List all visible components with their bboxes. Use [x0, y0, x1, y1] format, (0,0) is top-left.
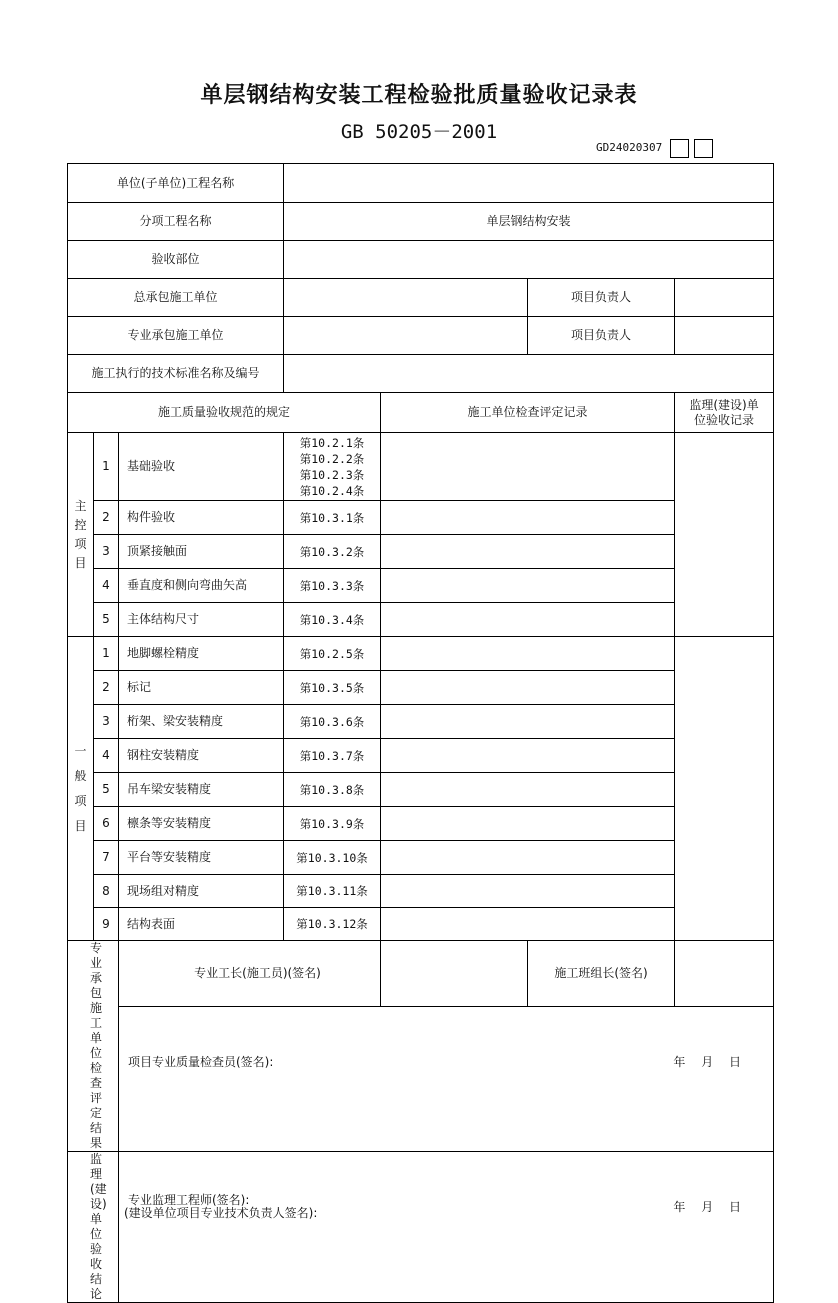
general-item-no: 4: [94, 739, 119, 773]
form-code-box-1[interactable]: [670, 139, 689, 158]
contractor-date: 年 月 日: [673, 1054, 742, 1069]
main-control-item-inspection[interactable]: [381, 603, 675, 637]
clause-text: 第10.3.8条: [299, 782, 365, 797]
general-label-char: 般: [74, 768, 87, 783]
column-spec-header: 施工质量验收规范的规定: [68, 393, 381, 433]
general-item-no: 8: [94, 875, 119, 908]
general-item-no: 1: [94, 637, 119, 671]
general-label-char: 目: [74, 818, 87, 833]
general-item-name: 吊车梁安装精度: [119, 773, 284, 807]
clause-text: 第10.2.3条: [299, 467, 365, 482]
project-manager2-value[interactable]: [675, 317, 774, 355]
general-item-clause: [284, 671, 381, 705]
acceptance-part-label: 验收部位: [68, 241, 284, 279]
main-control-item-inspection[interactable]: [381, 535, 675, 569]
clause-text: 第10.3.9条: [299, 816, 365, 831]
general-item-inspection[interactable]: [381, 637, 675, 671]
general-supervision-cell[interactable]: [675, 637, 774, 941]
contractor-result-label-text: 专业承包施工单位检查评定结果: [90, 941, 103, 1150]
general-item-name: 檩条等安装精度: [119, 807, 284, 841]
general-label: [68, 637, 94, 941]
main-control-label-char: 主: [74, 498, 87, 513]
general-item-inspection[interactable]: [381, 671, 675, 705]
general-item-clause: [284, 807, 381, 841]
sub-project-value[interactable]: 单层钢结构安装: [284, 203, 774, 241]
standard-code: GB 50205－2001: [340, 121, 498, 143]
general-item-no: 3: [94, 705, 119, 739]
supervising-engineer-label: 专业监理工程师(签名):: [128, 1193, 250, 1207]
clause-text: 第10.3.2条: [299, 544, 365, 559]
clause-text: 第10.3.1条: [299, 510, 365, 525]
general-item-clause: [284, 841, 381, 875]
general-item-clause: [284, 908, 381, 941]
project-manager-value[interactable]: [675, 279, 774, 317]
clause-text: 第10.2.1条: [299, 435, 365, 450]
clause-text: 第10.3.7条: [299, 748, 365, 763]
owner-tech-lead-label: (建设单位项目专业技术负责人签名):: [124, 1206, 318, 1220]
main-control-item-name: 构件验收: [119, 501, 284, 535]
sub-project-label: 分项工程名称: [68, 203, 284, 241]
clause-text: 第10.3.6条: [299, 714, 365, 729]
supervision-result-label-text: 监理(建设)单位验收结论: [90, 1152, 107, 1301]
foreman-signature[interactable]: [381, 941, 528, 1007]
form-code-box-2[interactable]: [694, 139, 713, 158]
clause-text: 第10.2.4条: [299, 483, 365, 498]
main-control-item-inspection[interactable]: [381, 433, 675, 501]
general-item-name: 地脚螺栓精度: [119, 637, 284, 671]
general-item-no: 7: [94, 841, 119, 875]
foreman-label: 专业工长(施工员)(签名): [119, 941, 381, 1007]
supervision-result-area[interactable]: [119, 1152, 774, 1303]
general-item-inspection[interactable]: [381, 773, 675, 807]
main-control-item-name: 基础验收: [119, 433, 284, 501]
form-code: GD24020307: [596, 141, 663, 154]
clause-text: 第10.2.2条: [299, 451, 365, 466]
supervision-result-label: [68, 1152, 119, 1303]
main-control-label-char: 项: [74, 536, 87, 551]
main-control-label-char: 控: [74, 517, 87, 532]
general-item-name: 平台等安装精度: [119, 841, 284, 875]
special-contractor-value[interactable]: [284, 317, 528, 355]
general-item-inspection[interactable]: [381, 807, 675, 841]
general-item-clause: [284, 739, 381, 773]
main-control-item-clause: [284, 433, 381, 501]
general-item-no: 6: [94, 807, 119, 841]
main-control-item-no: 4: [94, 569, 119, 603]
acceptance-record-table: [67, 163, 774, 1303]
contractor-result-label: [68, 941, 119, 1152]
main-control-item-clause: [284, 535, 381, 569]
general-item-clause: [284, 705, 381, 739]
special-contractor-label: 专业承包施工单位: [68, 317, 284, 355]
general-item-no: 9: [94, 908, 119, 941]
clause-text: 第10.2.5条: [299, 646, 365, 661]
team-leader-signature[interactable]: [675, 941, 774, 1007]
general-item-clause: [284, 637, 381, 671]
column-inspection-header: 施工单位检查评定记录: [381, 393, 675, 433]
main-control-item-inspection[interactable]: [381, 501, 675, 535]
general-contractor-label: 总承包施工单位: [68, 279, 284, 317]
unit-project-value[interactable]: [284, 164, 774, 203]
general-item-name: 桁架、梁安装精度: [119, 705, 284, 739]
clause-text: 第10.3.12条: [296, 917, 368, 931]
general-item-name: 现场组对精度: [119, 875, 284, 908]
contractor-result-area[interactable]: [119, 1006, 774, 1151]
tech-standard-value[interactable]: [284, 355, 774, 393]
general-item-name: 结构表面: [119, 908, 284, 941]
main-control-item-clause: [284, 603, 381, 637]
general-item-no: 2: [94, 671, 119, 705]
general-item-clause: [284, 773, 381, 807]
clause-text: 第10.3.5条: [299, 680, 365, 695]
team-leader-label: 施工班组长(签名): [528, 941, 675, 1007]
acceptance-part-value[interactable]: [284, 241, 774, 279]
general-item-name: 钢柱安装精度: [119, 739, 284, 773]
general-item-inspection[interactable]: [381, 739, 675, 773]
main-control-item-clause: [284, 501, 381, 535]
main-control-item-no: 3: [94, 535, 119, 569]
clause-text: 第10.3.11条: [296, 884, 368, 898]
form-title: 单层钢结构安装工程检验批质量验收记录表: [200, 83, 638, 108]
main-control-item-clause: [284, 569, 381, 603]
clause-text: 第10.3.4条: [299, 612, 365, 627]
clause-text: 第10.3.10条: [296, 850, 368, 865]
main-control-item-inspection[interactable]: [381, 569, 675, 603]
main-control-label: [68, 433, 94, 637]
main-control-supervision-cell[interactable]: [675, 433, 774, 637]
clause-text: 第10.3.3条: [299, 578, 365, 593]
unit-project-label: 单位(子单位)工程名称: [68, 164, 284, 203]
main-control-item-name: 主体结构尺寸: [119, 603, 284, 637]
tech-standard-label: 施工执行的技术标准名称及编号: [68, 355, 284, 393]
column-supervision-header: 监理(建设)单位验收记录: [675, 393, 774, 433]
general-label-char: 项: [74, 793, 87, 808]
main-control-item-no: 1: [94, 433, 119, 501]
general-item-inspection[interactable]: [381, 875, 675, 908]
project-manager-label: 项目负责人: [528, 279, 675, 317]
general-contractor-value[interactable]: [284, 279, 528, 317]
main-control-item-no: 2: [94, 501, 119, 535]
general-item-name: 标记: [119, 671, 284, 705]
general-label-char: 一: [74, 743, 87, 758]
general-item-inspection[interactable]: [381, 908, 675, 941]
supervision-date: 年 月 日: [673, 1200, 742, 1214]
general-item-no: 5: [94, 773, 119, 807]
main-control-item-name: 顶紧接触面: [119, 535, 284, 569]
project-manager2-label: 项目负责人: [528, 317, 675, 355]
main-control-item-name: 垂直度和侧向弯曲矢高: [119, 569, 284, 603]
main-control-label-char: 目: [74, 555, 87, 570]
main-control-item-no: 5: [94, 603, 119, 637]
qc-inspector-label: 项目专业质量检查员(签名):: [128, 1054, 274, 1069]
general-item-clause: [284, 875, 381, 908]
general-item-inspection[interactable]: [381, 841, 675, 875]
general-item-inspection[interactable]: [381, 705, 675, 739]
